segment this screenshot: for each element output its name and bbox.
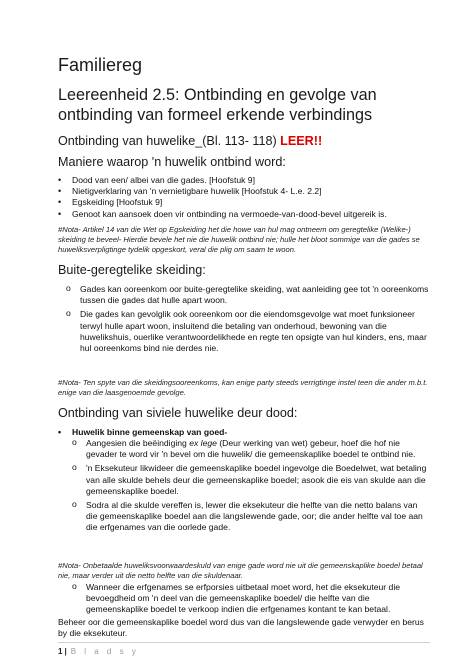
list-item: • Egskeiding [Hoofstuk 9]: [72, 197, 430, 208]
list-item: • Nietigverklaring van 'n vernietigbare huwelik [Hoofstuk 4- L.e. 2.2]: [72, 186, 430, 197]
buite-heading: Buite-geregtelike skeiding:: [58, 263, 206, 277]
footer-label: B l a d s y: [70, 647, 139, 656]
page-number: 1: [58, 647, 63, 656]
siviele-note: #Nota- Onbetaalde huweliksvoorwaardeskuld van enige gade word nie uit die gemeenskaplike boedel betaal nie, maar verder uit die netto helfte van die skuldenaar.: [58, 561, 423, 581]
unit-title: Leereenheid 2.5: Ontbinding en gevolge van ontbinding van formeel erkende verbindings: [58, 86, 377, 124]
section-heading-text: Ontbinding van huwelike_(Bl. 113- 118): [58, 134, 281, 148]
closing-paragraph: Beheer oor die gemeenskaplike boedel word dus van die langslewende gade verwyder en berus by die eksekuteur.: [58, 617, 424, 639]
list-item: o Aangesien die beëindiging ex lege (Deur werking van wet) gebeur, hoef die hof nie gevader te word vir 'n bevel om die huwelik/ die gemeenskaplike boedel te ontbind nie.: [86, 438, 430, 460]
buite-list: [80, 284, 430, 354]
maniere-heading: Maniere waarop 'n huwelik ontbind word:: [58, 155, 286, 169]
buite-note: #Nota- Ten spyte van die skeidingsooreenkoms, kan enige party steeds verrigtinge instel teen die ander m.b.t. enige van die laasgenoemde gevolge.: [58, 378, 428, 398]
list-item: o Wanneer die erfgenames se erfporsies uitbetaal moet word, het die eksekuteur die bevoegdheid om 'n deel van die gemeenskaplike boedel/ die helfte van die gemeenskaplike boedel te verkoop indien die erfgenames kontant te kan betaal.: [86, 582, 430, 616]
list-item: o Sodra al die skulde vereffen is, lewer die eksekuteur die helfte van die netto balans van die gemeenskaplike boedel aan die langslewende gade, oor; die ander helfte val toe aan die erfgenames van die oorlede gade.: [86, 500, 430, 534]
siviele-list-2: [86, 582, 430, 616]
siviele-list: [86, 438, 430, 534]
page-footer: [58, 647, 139, 656]
footer-divider: [58, 642, 430, 643]
siviele-heading: Ontbinding van siviele huwelike deur dood:: [58, 406, 298, 420]
list-item: o Gades kan ooreenkom oor buite-geregtelike skeiding, wat aanleiding gee tot 'n ooreenkoms tussen die gades dat hulle apart woon.: [80, 284, 430, 306]
list-item: • Genoot kan aansoek doen vir ontbinding na vermoede-van-dood-bevel uitgereik is.: [72, 209, 430, 220]
list-item: o Die gades kan gevolglik ook ooreenkom oor die eiendomsgevolge wat moet funksioneer terwyl hulle apart woon, insluitend die betaling van onderhoud, bewoning van die huwelikshuis, ouerlike verantwoordelikhede en regte ten opsigte van hul kinders, ens, maar hul ooreenkoms bind nie derdes nie.: [80, 309, 430, 354]
list-item: • Dood van een/ albei van die gades. [Hoofstuk 9]: [72, 175, 430, 186]
leer-highlight: LEER!!: [280, 134, 323, 148]
page-title: Familiereg: [58, 55, 143, 75]
sub-heading: • Huwelik binne gemeenskap van goed-: [72, 427, 430, 438]
list-item: o 'n Eksekuteur likwideer die gemeenskaplike boedel ingevolge die Boedelwet, wat betaling van alle skulde behels deur die gemeenskaplike boedel; asook die eis van skulde aan die gemeenskaplike boedel.: [86, 463, 430, 497]
footer-separator: |: [64, 647, 67, 656]
maniere-list: [72, 175, 430, 220]
section-heading: [58, 134, 322, 148]
siviele-sub-list: [72, 427, 430, 438]
maniere-note: #Nota- Artikel 14 van die Wet op Egskeiding het die howe van hul mag ontneem om geregtelike (Welike-) skeiding te beveel- Hierdie bevele het nie die huwelik ontbind nie; hulle het bloot sommige van die gades se huweliksverpligtinge tydelik opgeskort, veral die plig om saam te woon.: [58, 225, 420, 255]
